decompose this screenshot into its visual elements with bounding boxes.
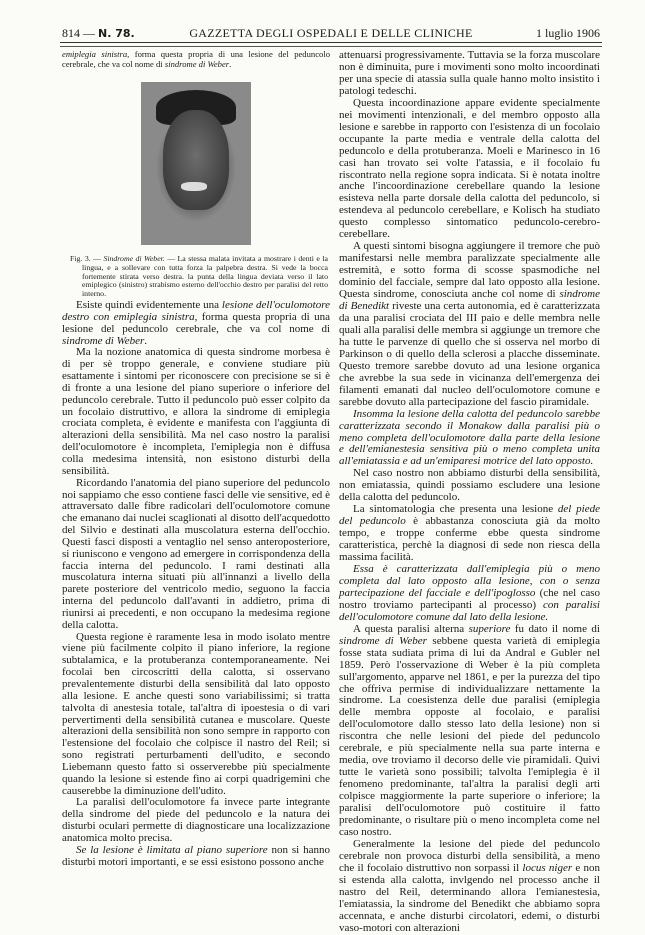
running-header bbox=[62, 26, 600, 40]
text: , forma questa propria di una lesione del peduncolo cerebrale, che va col nome di bbox=[62, 49, 330, 69]
text: — La stessa malata invitata a mostrare i denti e la lingua, e a sollevare con tutta forza la palpebra destra. Si vede la bocca fortemente stirata verso destra. la punta della lingua deviata verso il lato emiplegico (sinistro) strabismo esterno dell'occhio destro per paralisi del retto interno. bbox=[82, 254, 328, 299]
text: . bbox=[229, 58, 232, 69]
paragraph bbox=[62, 845, 330, 869]
text: La paralisi dell'oculomotore fa invece parte integrante della sindrome del piede del peduncolo e la natura dei disturbi oculari permette di diagnosticare una localizzazione anatomica molto precisa. bbox=[62, 796, 330, 844]
text: riveste una certa autonomia, ed è caratterizzata da una paralisi crociata del III paio e delle membra nelle quali alla paralisi delle membra si aggiunge un tremore che ha tutte le parvenze di quello che si osserva nel morbo di Parkinson o di quello della sclerosi a placche disseminate. Questo tremore sarebbe dovuto ad una lesione organica che avrebbe la sua sede in vicinanza dell'emergenza dei filamenti emanati dal nucleo dell'oculomotore comune e sarebbe dovuto alla partecipazione del fascio piramidale. bbox=[339, 300, 600, 408]
paragraph bbox=[62, 632, 330, 798]
italic-text: sindrome di Weber bbox=[164, 58, 230, 69]
text: Ma la nozione anatomica di questa sindrome morbesa è di per sè troppo generale, e conviene studiare più esattamente i sintomi per riconoscere con precisione se si è di fronte a una lesione del piano superiore o inferiore del peduncolo cerebrale. Tutto il peduncolo può esser colpito da un focolaio distruttivo, e allora la sindrome di emiplegia crociata completa, è evidente e manifesta con l'aggiunta di alterazioni della sensibilità. Ma nel caso nostro la paralisi dell'oculomotore è incompleta, l'emiplegia non è diffusa colla medesima intensità, non esistono disturbi della sensibilità. bbox=[62, 346, 330, 477]
italic-text: emiplegia sinistra bbox=[62, 49, 128, 59]
italic-text: locus niger bbox=[522, 861, 573, 874]
italic-text: Insomma la lesione della calotta del peduncolo sarebbe caratterizzata secondo il Monakow dalla paralisi più o meno completa dell'oculomotore dalla parte della lesione e dell'emianestesia sensitiva più o meno completa unita all'emiatassia e ad un'emiparesi motrice del lato opposto. bbox=[339, 407, 600, 468]
paragraph bbox=[339, 564, 600, 624]
italic-text: con paralisi dell'oculomotore comune dal lato della lesione. bbox=[339, 598, 600, 623]
paragraph bbox=[339, 839, 600, 935]
issue-number: N. 78. bbox=[98, 27, 135, 40]
text: . bbox=[144, 334, 148, 347]
text: , forma questa propria di una lesione del peduncolo cerebrale, che va col nome di bbox=[62, 310, 330, 335]
text: fu dato il nome di bbox=[510, 622, 600, 635]
paragraph bbox=[339, 241, 600, 408]
text: Questa regione è raramente lesa in modo isolato mentre viene più facilmente colpito il piano inferiore, la regione subtalamica, e la protuberanza contemporaneamente. Nei focolai ben circoscritti della calotta, si osservano prevalentemente disturbi della sensibilità dal lato opposto alla lesione. E anche questi sono variabilissimi; si tratta talvolta di anestesia totale, tal'altra di ipoestesia o di vari pervertimenti della sensibilità cutanea e muscolare. Queste alterazioni della sensibilità non sono sempre in rapporto con l'estensione del focolaio che colpisce il nastro del Reil; si sono registrati perturbamenti dell'udito, e secondo Liebemann questo fatto si osserverebbe più specialmente quando la lesione si estende fino ai corpi quadrigemini che causerebbe la diminuzione dell'udito. bbox=[62, 630, 330, 797]
page-number-text: 814 — bbox=[62, 26, 95, 40]
italic-text: superiore bbox=[468, 622, 511, 635]
right-column bbox=[339, 49, 600, 934]
photo-face bbox=[163, 110, 229, 210]
text: sebbene questa varietà di emiplegia fosse stata sudiata prima di lui da Andral e Gubler nel 1859. Però l'osservazione di Weber è la più completa sull'argomento, apparve nel 1861, e per la purezza del tipo che offriva permise di individualizzare nettamente la sindrome. La coesistenza delle due paralisi (emiplegia delle membra opposte al focolaio, e paralisi dell'oculomotore dallo stesso lato della lesione) non si riscontra che nelle lesioni del piede del peduncolo cerebrale, e più specialmente nella sua parte interna e media, ove troviamo il decorso delle vie piramidali. Quivi tutte le varietà sono possibili; talvolta l'emiplegia è il fenomeno predominante, tal'altra la paralisi degli arti colpisce maggiormente la parte superiore o inferiore; la paralisi dell'oculomotore può costituire il fatto predominante, o risultare più o meno incompleta come nel caso nostro. bbox=[339, 634, 600, 838]
left-top-text bbox=[62, 50, 330, 69]
italic-text: del piede del peduncolo bbox=[339, 503, 600, 528]
paragraph bbox=[62, 300, 330, 347]
text: La sintomatologia che presenta una lesione bbox=[353, 503, 558, 516]
paragraph bbox=[339, 409, 600, 469]
italic-text: sindrome di Weber bbox=[339, 634, 427, 647]
text: Ricordando l'anatomia del piano superiore del peduncolo noi sappiamo che esso contiene fasci delle vie sensitive, ed è attraversato dalle fibre radicolari dell'oculomotore comune che emanano dai nuclei scaglionati al disotto dell'acquedotto del Silvio e destinati alla muscolatura esterna dell'occhio. Questi fasci disposti a ventaglio nel senso anteroposteriore, si riuniscono e vengono ad emergere in corrispondenza della faccia interna del peduncolo. I rami destinati alla muscolatura interna situati più all'innanzi a livello della parete posteriore del ventricolo medio, seguono la faccia interna del peduncolo dall'avanti in addietro, prima di riunirsi ai precedenti, e non occupano la medesima regione della calotta. bbox=[62, 476, 330, 631]
paragraph bbox=[339, 468, 600, 504]
paragraph bbox=[62, 478, 330, 632]
figure-caption bbox=[70, 255, 328, 299]
photo-mouth bbox=[181, 182, 207, 191]
journal-title: GAZZETTA DEGLI OSPEDALI E DELLE CLINICHE bbox=[189, 26, 473, 40]
patient-photograph bbox=[141, 82, 251, 245]
text: Fig. 3. — bbox=[70, 254, 104, 263]
paragraph bbox=[62, 347, 330, 477]
paragraph bbox=[339, 98, 600, 241]
italic-text: sindrome di Benedikt bbox=[339, 288, 600, 313]
paragraph bbox=[339, 624, 600, 839]
paragraph bbox=[339, 50, 600, 98]
text: Generalmente la lesione del piede del peduncolo cerebrale non provoca disturbi della sensibilità, a meno che il focolaio distruttivo non sorpassi il bbox=[339, 837, 600, 874]
text: A questa paralisi alterna bbox=[353, 622, 469, 635]
italic-text: Sindrome di Weber. bbox=[103, 254, 165, 263]
paragraph bbox=[62, 797, 330, 844]
text: A questi sintomi bisogna aggiungere il tremore che può manifestarsi nelle membra paralizzate specialmente alle estremità, e sotto forma di scosse spasmodiche nel dominio del facciale, sempre dal lato opposto alla lesione. Questa sindrome, conosciuta anche col nome di bbox=[339, 240, 600, 301]
italic-text: sindrome di Weber bbox=[62, 334, 145, 347]
paragraph bbox=[62, 50, 330, 69]
paragraph bbox=[70, 255, 328, 299]
text: non si hanno disturbi motori importanti, e se essi esistono possono anche bbox=[62, 843, 330, 868]
left-column bbox=[62, 299, 330, 868]
text: e non si estenda alla calotta, invlgendo nel processo anche il nastro del Reil, determinando allora l'emianestesia, l'emiatassia, la sindrome del Benedikt che abbiamo sopra accennata, e anche disturbi circolatori, edemi, o disturbi vaso-motori con alterazioni bbox=[339, 861, 600, 934]
text: Questa incoordinazione appare evidente specialmente nei movimenti intenzionali, e del membro opposto alla lesione e sarebbe in rapporto con l'esistenza di un focolaio occupante la parte media e ventrale della calotta del peduncolo e della protuberanza. Moeli e Marinesco in 16 casi han trovato sei volte l'atassia, e il focolaio fu riscontrato nella regione sopra indicata. Si è notata inoltre anche l'incoordinazione cerebellare quando la lesione esisteva nella parte dorsale della calotta del peduncolo, si estendeva al peduncolo cerebellare, e Kolisch ha studiato questo complesso sintomatico peduncolo-cerebro-cerebellare. bbox=[339, 96, 600, 241]
italic-text: Se la lesione è limitata al piano superiore bbox=[76, 843, 268, 856]
text: attenuarsi progressivamente. Tuttavia se la forza muscolare non è diminuita, pure i movimenti sono molto incoordinati per una specie di atassia sulla quale hanno molto insistito i patologi tedeschi. bbox=[339, 49, 600, 97]
issue-date: 1 luglio 1906 bbox=[535, 26, 600, 40]
text: (che nel caso nostro troviamo partecipanti al processo) bbox=[339, 586, 600, 611]
text: Nel caso nostro non abbiamo disturbi della sensibilità, non emiatassia, quindi possiamo escludere una lesione della calotta del peduncolo. bbox=[339, 467, 600, 504]
paragraph bbox=[339, 504, 600, 564]
header-rule bbox=[60, 42, 602, 47]
text: è abbastanza conosciuta già da molto tempo, e troppe conferme ebbe questa sindrome caratteristica, perchè la diagnosi di sede non riesca della massima facilità. bbox=[339, 515, 600, 564]
italic-text: Essa è caratterizzata dall'emiplegia più o meno completa dal lato opposto alla lesione, con o senza partecipazione del facciale e dell'ipoglosso bbox=[339, 562, 600, 599]
text: Esiste quindi evidentemente una bbox=[76, 299, 222, 311]
italic-text: lesione dell'oculomotore destro con emiplegia sinistra bbox=[62, 299, 330, 323]
